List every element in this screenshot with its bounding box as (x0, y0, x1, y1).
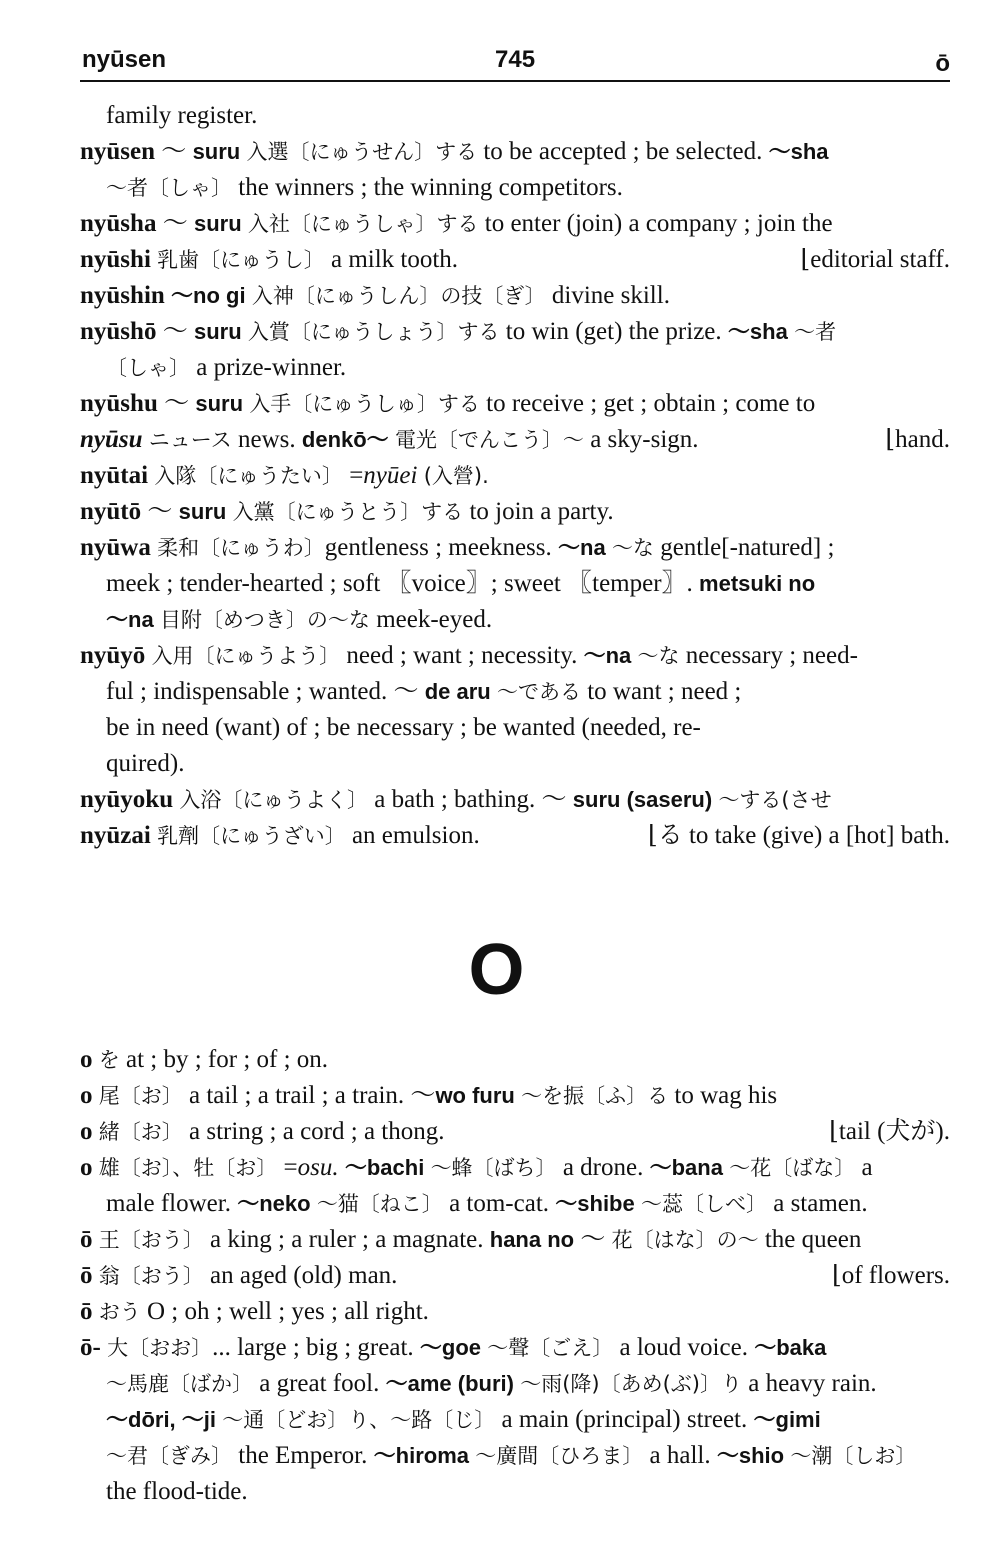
phrase-romaji: ～neko (237, 1191, 311, 1216)
phrase-romaji: suru (saseru) (572, 787, 713, 812)
entry-line (80, 566, 950, 602)
definition-text: quired). (106, 750, 185, 777)
definition-text: = (277, 1154, 298, 1181)
definition-text: a great fool. (253, 1370, 386, 1397)
entry-line (80, 1114, 950, 1150)
phrase-romaji: ～sha (727, 319, 788, 344)
entry-line (80, 530, 950, 566)
japanese-text: 乳歯〔にゅうし〕 (157, 248, 325, 272)
japanese-text: 目附〔めつき〕の～な (159, 608, 370, 632)
entry-line (80, 1330, 950, 1366)
definition-text: family register. (106, 102, 258, 129)
entry-line (80, 1258, 950, 1294)
entry-line (80, 1474, 950, 1510)
japanese-text: 入社〔にゅうしゃ〕する (247, 212, 479, 236)
continuation-text: ⌊tail (犬が). (829, 1118, 950, 1145)
entries-o-section (80, 1042, 950, 1510)
definition-text: a string ; a cord ; a thong. (182, 1118, 445, 1145)
definition-text: = (342, 462, 364, 489)
entries-n-section (80, 98, 950, 854)
phrase-romaji: ～baka (754, 1335, 827, 1360)
definition-text: O ; oh ; well ; yes ; all right. (140, 1298, 429, 1325)
entry-line (80, 458, 950, 494)
definition-text: ful ; indispensable ; wanted. ～ (106, 678, 425, 705)
entry-line (80, 242, 950, 278)
phrase-romaji: ～sha (768, 139, 829, 164)
japanese-text: 大〔おお〕 (107, 1336, 213, 1360)
headword: nyūyō (80, 642, 146, 669)
definition-text: ～ (141, 498, 179, 525)
definition-text: a bath ; bathing. ～ (367, 786, 573, 813)
definition-text: a (855, 1154, 873, 1181)
headword: o (80, 1118, 93, 1145)
entry-line (80, 746, 950, 782)
headword: o (80, 1154, 93, 1181)
definition-text: to wag his (668, 1082, 778, 1109)
continuation-text: ⌊of flowers. (831, 1262, 950, 1289)
headword: o (80, 1082, 93, 1109)
japanese-text: ～君〔ぎみ〕 (106, 1444, 232, 1468)
headword: nyūyoku (80, 786, 174, 813)
entry-line (80, 602, 950, 638)
continuation-text: ⌊hand. (885, 426, 950, 453)
definition-text: to be accepted ; be selected. (477, 138, 769, 165)
definition-text: a drone. (556, 1154, 650, 1181)
definition-text: meek-eyed. (369, 606, 493, 633)
entry-line (80, 1294, 950, 1330)
entry-line (80, 170, 950, 206)
phrase-romaji: ～dōri, ～ji (106, 1407, 217, 1432)
japanese-text: ～な (637, 644, 680, 668)
entry-line (80, 494, 950, 530)
phrase-romaji: suru (178, 499, 227, 524)
definition-text: a heavy rain. (741, 1370, 877, 1397)
definition-text: divine skill. (545, 282, 670, 309)
definition-text: a stamen. (766, 1190, 868, 1217)
definition-text: a tom-cat. (442, 1190, 556, 1217)
phrase-romaji: ～ame (buri) (385, 1371, 514, 1396)
definition-text: a sky-sign. (583, 426, 699, 453)
japanese-text: 入黨〔にゅうとう〕する (232, 500, 464, 524)
entry-line (80, 818, 950, 854)
japanese-text: 入浴〔にゅうよく〕 (179, 788, 368, 812)
japanese-text: 入選〔にゅうせん〕する (246, 140, 478, 164)
japanese-text: ～者 (794, 320, 837, 344)
cross-reference: nyūei (363, 462, 418, 489)
definition-text: ～ (155, 138, 193, 165)
japanese-text: 入手〔にゅうしゅ〕する (249, 392, 480, 416)
phrase-romaji: ～no gi (171, 283, 246, 308)
japanese-text: ～雨(降)〔あめ(ぶ)〕り (520, 1372, 742, 1396)
definition-text: to want ; need ; (580, 678, 742, 705)
headword: nyūzai (80, 822, 151, 849)
definition-text: to win (get) the prize. (499, 318, 728, 345)
entry-line (80, 1438, 950, 1474)
definition-text: a hall. (643, 1442, 717, 1469)
japanese-text: 王〔おう〕 (98, 1228, 204, 1252)
definition-text: the queen (758, 1226, 862, 1253)
header-right-word: ō (935, 50, 950, 77)
phrase-romaji: suru (193, 211, 242, 236)
headword: nyūshō (80, 318, 157, 345)
japanese-text: ～馬鹿〔ばか〕 (106, 1372, 253, 1396)
entry-line (80, 1222, 950, 1258)
headword: nyūtō (80, 498, 142, 525)
headword: ō (80, 1226, 93, 1253)
phrase-romaji: ～shibe (555, 1191, 635, 1216)
entry-line (80, 98, 950, 134)
definition-text: an aged (old) man. (203, 1262, 398, 1289)
definition-text: a main (principal) street. (495, 1406, 754, 1433)
headword: ō- (80, 1334, 101, 1361)
japanese-text: ～蕊〔しべ〕 (640, 1192, 767, 1216)
entry-line (80, 350, 950, 386)
entry-line (80, 782, 950, 818)
definition-text: male flower. (106, 1190, 238, 1217)
definition-text: a king ; a ruler ; a magnate. (203, 1226, 490, 1253)
headword: nyūsu (80, 426, 143, 453)
headword: ō (80, 1298, 93, 1325)
phrase-romaji: hana no (489, 1227, 575, 1252)
headword: o (80, 1046, 93, 1073)
definition-text: the winners ; the winning competitors. (232, 174, 623, 201)
entry-line (80, 710, 950, 746)
phrase-romaji: metsuki no (699, 571, 816, 596)
definition-text: meek ; tender-hearted ; soft 〖voice〗; sweet 〖temper〗. (106, 570, 700, 597)
japanese-text: 入賞〔にゅうしょう〕する (247, 320, 500, 344)
entry-line (80, 1402, 950, 1438)
phrase-romaji: ～bachi (344, 1155, 425, 1180)
entry-line (80, 674, 950, 710)
definition-text: to join a party. (463, 498, 614, 525)
phrase-romaji: wo furu (435, 1083, 515, 1108)
running-head (80, 44, 950, 82)
headword: nyūshi (80, 246, 151, 273)
definition-text: to receive ; get ; obtain ; come to (479, 390, 816, 417)
headword: nyūsha (80, 210, 157, 237)
phrase-romaji: suru (193, 319, 242, 344)
japanese-text: 柔和〔にゅうわ〕 (157, 536, 325, 560)
japanese-text: ～者〔しゃ〕 (106, 176, 232, 200)
japanese-text: ～廣間〔ひろま〕 (475, 1444, 644, 1468)
japanese-text: 電光〔でんこう〕～ (394, 428, 584, 452)
japanese-text: ～を振〔ふ〕る (521, 1084, 669, 1108)
entry-line (80, 386, 950, 422)
entry-line (80, 422, 950, 458)
japanese-text: 入隊〔にゅうたい〕 (154, 464, 343, 488)
phrase-romaji: suru (195, 391, 244, 416)
definition-text: a tail ; a trail ; a train. ～ (182, 1082, 436, 1109)
japanese-text: 雄〔お〕、牡〔お〕 (98, 1156, 278, 1180)
japanese-text: ～通〔どお〕り、～路〔じ〕 (222, 1408, 496, 1432)
phrase-romaji: ～hiroma (373, 1443, 469, 1468)
phrase-romaji: de aru (424, 679, 491, 704)
japanese-text: ～花〔ばな〕 (729, 1156, 856, 1180)
definition-text: a milk tooth. (324, 246, 459, 273)
japanese-text: おう (98, 1300, 141, 1324)
japanese-text: ～潮〔しお〕 (790, 1444, 917, 1468)
japanese-text: ～である (496, 680, 581, 704)
section-letter-heading: O (468, 930, 525, 1010)
japanese-text: ～蜂〔ばち〕 (430, 1156, 557, 1180)
japanese-text: を (98, 1048, 120, 1072)
definition-text: ～ (156, 210, 194, 237)
phrase-romaji: ～gimi (753, 1407, 821, 1432)
phrase-romaji: suru (192, 139, 241, 164)
japanese-text: 〔しゃ〕 (106, 356, 190, 380)
page-number: 745 (495, 46, 536, 73)
continuation-text: ⌊editorial staff. (800, 246, 950, 273)
japanese-text: ～聲〔ごえ〕 (487, 1336, 614, 1360)
japanese-text: 翁〔おう〕 (98, 1264, 204, 1288)
definition-text: need ; want ; necessity. (340, 642, 584, 669)
definition-text: gentleness ; meekness. (324, 534, 558, 561)
definition-text: be in need (want) of ; be necessary ; be wanted (needed, re- (106, 714, 701, 741)
definition-text: ～ (574, 1226, 612, 1253)
definition-text: a loud voice. (613, 1334, 755, 1361)
japanese-text: 乳劑〔にゅうざい〕 (157, 824, 346, 848)
phrase-romaji: ～na (583, 643, 632, 668)
definition-text: to enter (join) a company ; join the (478, 210, 833, 237)
japanese-text: 尾〔お〕 (98, 1084, 183, 1108)
headword: nyūtai (80, 462, 149, 489)
japanese-text: 入神〔にゅうしん〕の技〔ぎ〕 (251, 284, 546, 308)
headword: nyūwa (80, 534, 151, 561)
japanese-text: ニュース (148, 428, 232, 452)
japanese-text: ～猫〔ねこ〕 (316, 1192, 443, 1216)
definition-text: the flood-tide. (106, 1478, 248, 1505)
phrase-romaji: ～bana (649, 1155, 723, 1180)
japanese-text: 緒〔お〕 (98, 1120, 183, 1144)
headword: nyūsen (80, 138, 156, 165)
entry-line (80, 206, 950, 242)
definition-text: the Emperor. (232, 1442, 374, 1469)
phrase-romaji: ～goe (419, 1335, 482, 1360)
japanese-text: (入營). (423, 464, 489, 488)
japanese-text: 花〔はな〕の～ (611, 1228, 759, 1252)
phrase-romaji: ～shio (716, 1443, 785, 1468)
phrase-romaji: ～na (558, 535, 606, 560)
definition-text: ... large ; big ; great. (212, 1334, 420, 1361)
entry-line (80, 1042, 950, 1078)
definition-text: an emulsion. (345, 822, 480, 849)
definition-text: at ; by ; for ; of ; on. (119, 1046, 329, 1073)
definition-text: a prize-winner. (190, 354, 347, 381)
definition-text: news. (231, 426, 302, 453)
continuation-text: ⌊る to take (give) a [hot] bath. (647, 822, 950, 849)
headword: nyūshin (80, 282, 165, 309)
japanese-text: ～な (611, 536, 654, 560)
definition-text: necessary ; need- (679, 642, 858, 669)
entry-line (80, 1366, 950, 1402)
headword: ō (80, 1262, 93, 1289)
phrase-romaji: ～na (106, 607, 154, 632)
entry-line (80, 134, 950, 170)
phrase-romaji: denkō～ (301, 427, 389, 452)
cross-reference: osu. (297, 1154, 339, 1181)
header-left-word: nyūsen (82, 46, 167, 73)
entry-line (80, 314, 950, 350)
definition-text: ～ (156, 318, 194, 345)
entry-line (80, 278, 950, 314)
definition-text: gentle[-natured] ; (653, 534, 835, 561)
headword: nyūshu (80, 390, 158, 417)
entry-line (80, 1078, 950, 1114)
japanese-text: ～する(させ (718, 788, 832, 812)
entry-line (80, 638, 950, 674)
entry-line (80, 1186, 950, 1222)
japanese-text: 入用〔にゅうよう〕 (151, 644, 341, 668)
definition-text: ～ (157, 390, 196, 417)
entry-line (80, 1150, 950, 1186)
